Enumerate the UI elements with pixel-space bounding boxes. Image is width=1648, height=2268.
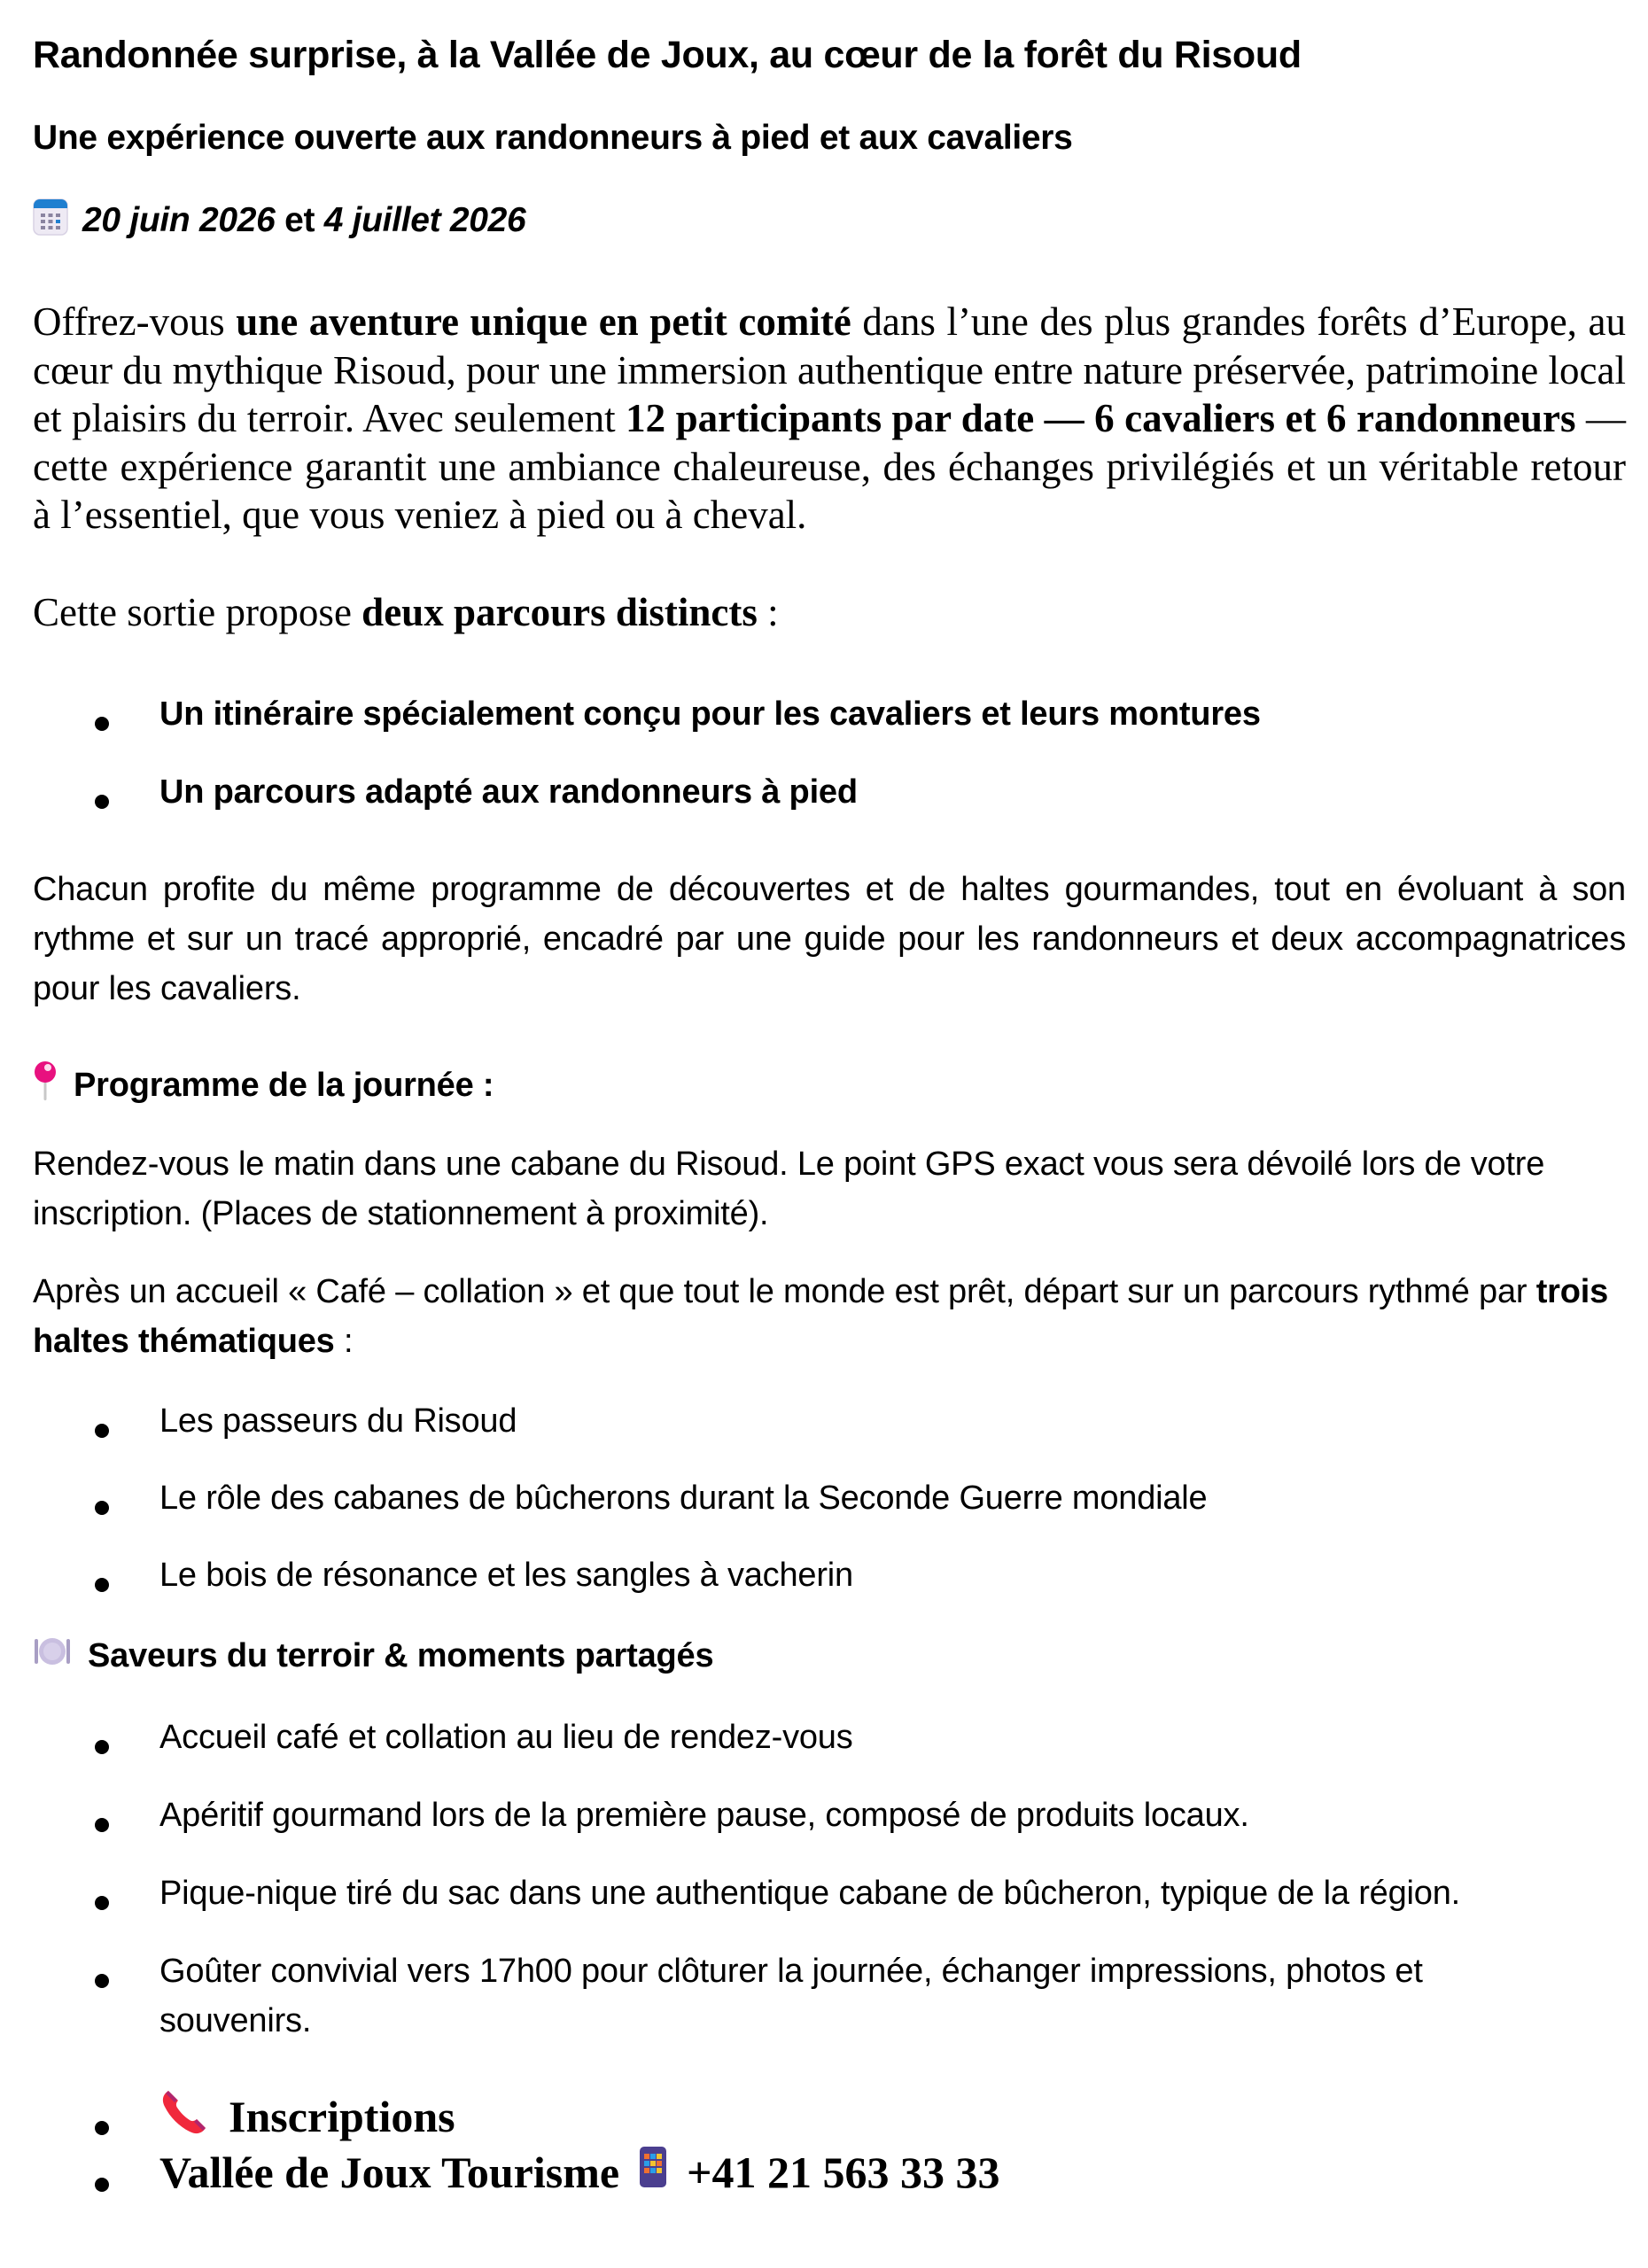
programme-heading: [33, 1060, 494, 1111]
participants-emphasis: 12 participants par date — 6 cavaliers et 6 randonneurs: [626, 396, 1576, 440]
list-item-text: Un itinéraire spécialement conçu pour les cavaliers et leurs montures: [159, 695, 1261, 733]
list-item-text: Goûter convivial vers 17h00 pour clôturer la journée, échanger impressions, photos et: [159, 1953, 1423, 1990]
list-item-text: Accueil café et collation au lieu de rendez-vous: [159, 1719, 853, 1756]
after-paragraph: [33, 1267, 1626, 1366]
list-item-text: Un parcours adapté aux randonneurs à pied: [159, 773, 858, 811]
intro-text: — cette expérience garantit une ambiance chaleureuse, des échanges privilégiés et un véritable retour à l’essentiel, que vous veniez à pied ou à cheval.: [33, 396, 1627, 537]
pushpin-icon: [33, 1060, 58, 1111]
intro-paragraph: [33, 298, 1626, 540]
bullet-icon: [95, 1578, 109, 1592]
lead-text: Cette sortie propose: [33, 590, 362, 634]
fork-knife-plate-icon: [33, 1635, 72, 1676]
lead-text: :: [757, 590, 779, 634]
list-item-text: Apéritif gourmand lors de la première pause, composé de produits locaux.: [159, 1797, 1249, 1834]
bullet-icon: [95, 1818, 109, 1832]
page-title: Randonnée surprise, à la Vallée de Joux, au cœur de la forêt du Risoud: [33, 34, 1302, 76]
bullet-icon: [95, 1896, 109, 1910]
programme-heading-text: Programme de la journée :: [74, 1066, 494, 1104]
date-first: 20 juin 2026: [82, 201, 276, 239]
list-item-text: Le bois de résonance et les sangles à vacherin: [159, 1557, 853, 1594]
routes-lead: [33, 589, 779, 635]
flavours-heading-text: Saveurs du terroir & moments partagés: [88, 1636, 714, 1674]
bullet-icon: [95, 1501, 109, 1515]
bullet-icon: [95, 2121, 109, 2135]
after-text: :: [334, 1323, 354, 1360]
registration-contact: [159, 2146, 1000, 2199]
bullet-icon: [95, 1974, 109, 1988]
bullet-icon: [95, 717, 109, 731]
date-joiner: et: [275, 201, 324, 239]
list-item-text: souvenirs.: [159, 2002, 312, 2039]
flavours-heading: [33, 1635, 713, 1676]
bullet-icon: [95, 2178, 109, 2192]
bullet-icon: [95, 1424, 109, 1438]
event-dates: [33, 197, 525, 245]
after-text: Après un accueil « Café – collation » et que tout le monde est prêt, départ sur un parcours rythmé par: [33, 1273, 1536, 1310]
calendar-icon: [33, 197, 68, 245]
date-second: 4 juillet 2026: [323, 201, 526, 239]
after-emphasis: trois haltes thématiques: [33, 1273, 1609, 1360]
meeting-paragraph: Rendez-vous le matin dans une cabane du Risoud. Le point GPS exact vous sera dévoilé lors de votre inscription. (Places de stationnement à proximité).: [33, 1146, 1545, 1232]
routes-description: Chacun profite du même programme de découvertes et de haltes gourmandes, tout en évoluant à son rythme et sur un tracé approprié, encadré par une guide pour les randonneurs et deux accompagnatrices pour les cavaliers.: [33, 871, 1626, 1007]
page-subtitle: Une expérience ouverte aux randonneurs à pied et aux cavaliers: [33, 119, 1073, 157]
bullet-icon: [95, 795, 109, 809]
telephone-receiver-icon: [159, 2087, 209, 2146]
registration-label-text: Inscriptions: [229, 2092, 455, 2141]
lead-emphasis: deux parcours distincts: [361, 590, 758, 634]
list-item-text: Les passeurs du Risoud: [159, 1402, 517, 1440]
mobile-phone-icon: [639, 2146, 667, 2199]
intro-text: dans l’une des plus grandes forêts d’Europe, au cœur du mythique Risoud, pour une immersion authentique entre nature préservée, patrimoine local et plaisirs du terroir. Avec seulement: [33, 299, 1626, 440]
bullet-icon: [95, 1740, 109, 1754]
list-item-text: Pique-nique tiré du sac dans une authentique cabane de bûcheron, typique de la région.: [159, 1875, 1461, 1912]
intro-text: Offrez-vous: [33, 299, 237, 344]
phone-number[interactable]: +41 21 563 33 33: [687, 2148, 1000, 2197]
registration-label: [159, 2087, 455, 2146]
organiser-name: Vallée de Joux Tourisme: [159, 2148, 620, 2197]
list-item-text: Le rôle des cabanes de bûcherons durant la Seconde Guerre mondiale: [159, 1480, 1208, 1517]
intro-emphasis: une aventure unique en petit comité: [236, 299, 851, 344]
